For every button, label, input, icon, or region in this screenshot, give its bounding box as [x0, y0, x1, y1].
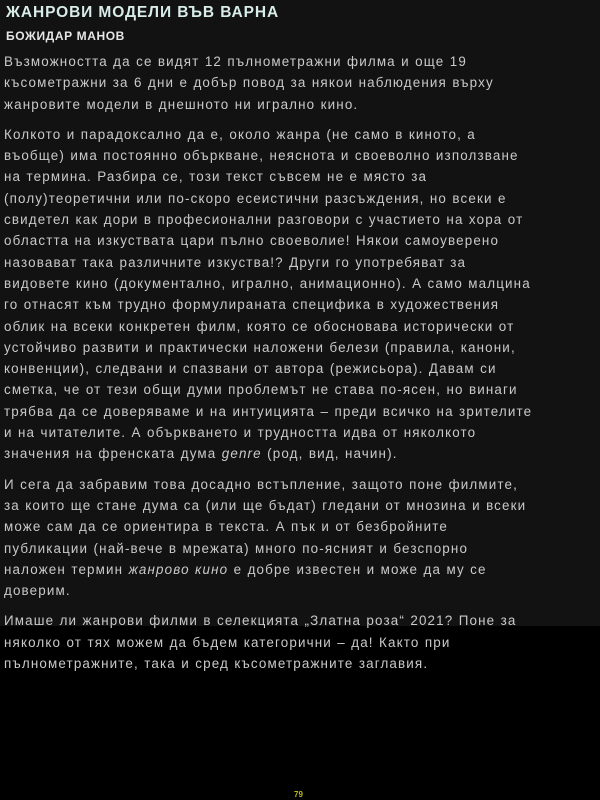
text-line: [4, 422, 598, 443]
text-line: [4, 580, 598, 601]
text-line: [4, 495, 598, 516]
text-segment: сметка, че от тези общи думи проблемът не става по-ясен, но винаги: [4, 382, 518, 398]
text-segment: конвенции), следвани и спазвани от автора (режисьора). Давам си: [4, 361, 497, 377]
text-line: [4, 632, 598, 653]
text-line: [4, 94, 598, 115]
text-segment: го отнасят към трудно формулираната специфика в художествения: [4, 297, 500, 313]
text-segment: и на читателите. А объркването и трудността идва от няколкото: [4, 425, 477, 441]
text-line: [4, 166, 598, 187]
paragraph: [4, 51, 598, 115]
text-segment: значения на френската дума: [4, 446, 222, 462]
text-line: [4, 273, 598, 294]
text-line: [4, 252, 598, 273]
text-segment: въобще) има постоянно объркване, неяснота и своеволно използване: [4, 148, 519, 164]
text-line: [4, 316, 598, 337]
text-line: [4, 124, 598, 145]
page-number: 79: [294, 790, 303, 799]
text-segment: устойчиво развити и практически наложени белези (правила, канони,: [4, 339, 516, 355]
text-line: [4, 610, 598, 631]
text-line: [4, 188, 598, 209]
text-segment: може сам да се ориентира в текста. А пък и от безбройните: [4, 519, 448, 535]
text-line: [4, 653, 598, 674]
text-segment: публикации (най-вече в мрежата) много по-ясният и безспорно: [4, 540, 469, 556]
text-segment: Колкото и парадоксално да е, около жанра (не само в киното, а: [4, 126, 476, 142]
text-line: [4, 51, 598, 72]
text-segment: е добре известен и може да му се: [228, 561, 487, 577]
text-segment: видовете кино (документално, игрално, анимационно). А само малцина: [4, 275, 531, 291]
text-segment: жанровите модели в днешното ни игрално кино.: [4, 96, 359, 112]
paragraph: [4, 610, 598, 674]
text-segment: областта на изкуствата цари пълно своеволие! Някои самоуверено: [4, 233, 500, 249]
text-segment: наложен термин: [4, 561, 129, 577]
text-segment: И сега да забравим това досадно встъпление, защото поне филмите,: [4, 476, 518, 492]
text-line: [4, 443, 598, 464]
text-segment: няколко от тях можем да бъдем категорични – да! Както при: [4, 634, 451, 650]
text-segment: пълнометражните, така и сред късометражните заглавия.: [4, 656, 429, 672]
text-line: [4, 209, 598, 230]
text-segment: на термина. Разбира се, този текст съвсем не е място за: [4, 169, 428, 185]
text-line: [4, 72, 598, 93]
text-segment: трябва да се доверяваме и на интуицията – преди всичко на зрителите: [4, 403, 533, 419]
text-segment: късометражни за 6 дни е добър повод за някои наблюдения върху: [4, 75, 494, 91]
text-segment: за които ще стане дума са (или ще бъдат) гледани от мнозина и всеки: [4, 497, 527, 513]
italic-term: genre: [221, 446, 262, 462]
text-line: [4, 337, 598, 358]
text-line: [4, 294, 598, 315]
text-line: [4, 474, 598, 495]
text-line: [4, 401, 598, 422]
paragraph: [4, 124, 598, 465]
text-line: [4, 559, 598, 580]
text-line: [4, 358, 598, 379]
article-body: [4, 51, 598, 683]
text-line: [4, 538, 598, 559]
text-segment: (род, вид, начин).: [261, 446, 398, 462]
text-segment: Имаше ли жанрови филми в селекцията „Златна роза“ 2021? Поне за: [4, 613, 517, 629]
text-segment: (полу)теоретични или по-скоро есеистични разсъждения, но всеки е: [4, 190, 507, 206]
text-line: [4, 145, 598, 166]
article-author: БОЖИДАР МАНОВ: [6, 29, 125, 43]
text-segment: доверим.: [4, 583, 71, 599]
text-segment: Възможността да се видят 12 пълнометражни филма и още 19: [4, 54, 467, 69]
text-segment: назовават така различните изкуства!? Други го употребяват за: [4, 254, 467, 270]
text-segment: облик на всеки конкретен филм, която се обосновава исторически от: [4, 318, 515, 334]
text-line: [4, 379, 598, 400]
text-line: [4, 516, 598, 537]
article-title: ЖАНРОВИ МОДЕЛИ ВЪВ ВАРНА: [6, 4, 280, 21]
italic-term: жанрово кино: [128, 561, 229, 577]
text-segment: свидетел как дори в професионални разговори с участието на хора от: [4, 212, 524, 228]
paragraph: [4, 474, 598, 602]
text-line: [4, 230, 598, 251]
